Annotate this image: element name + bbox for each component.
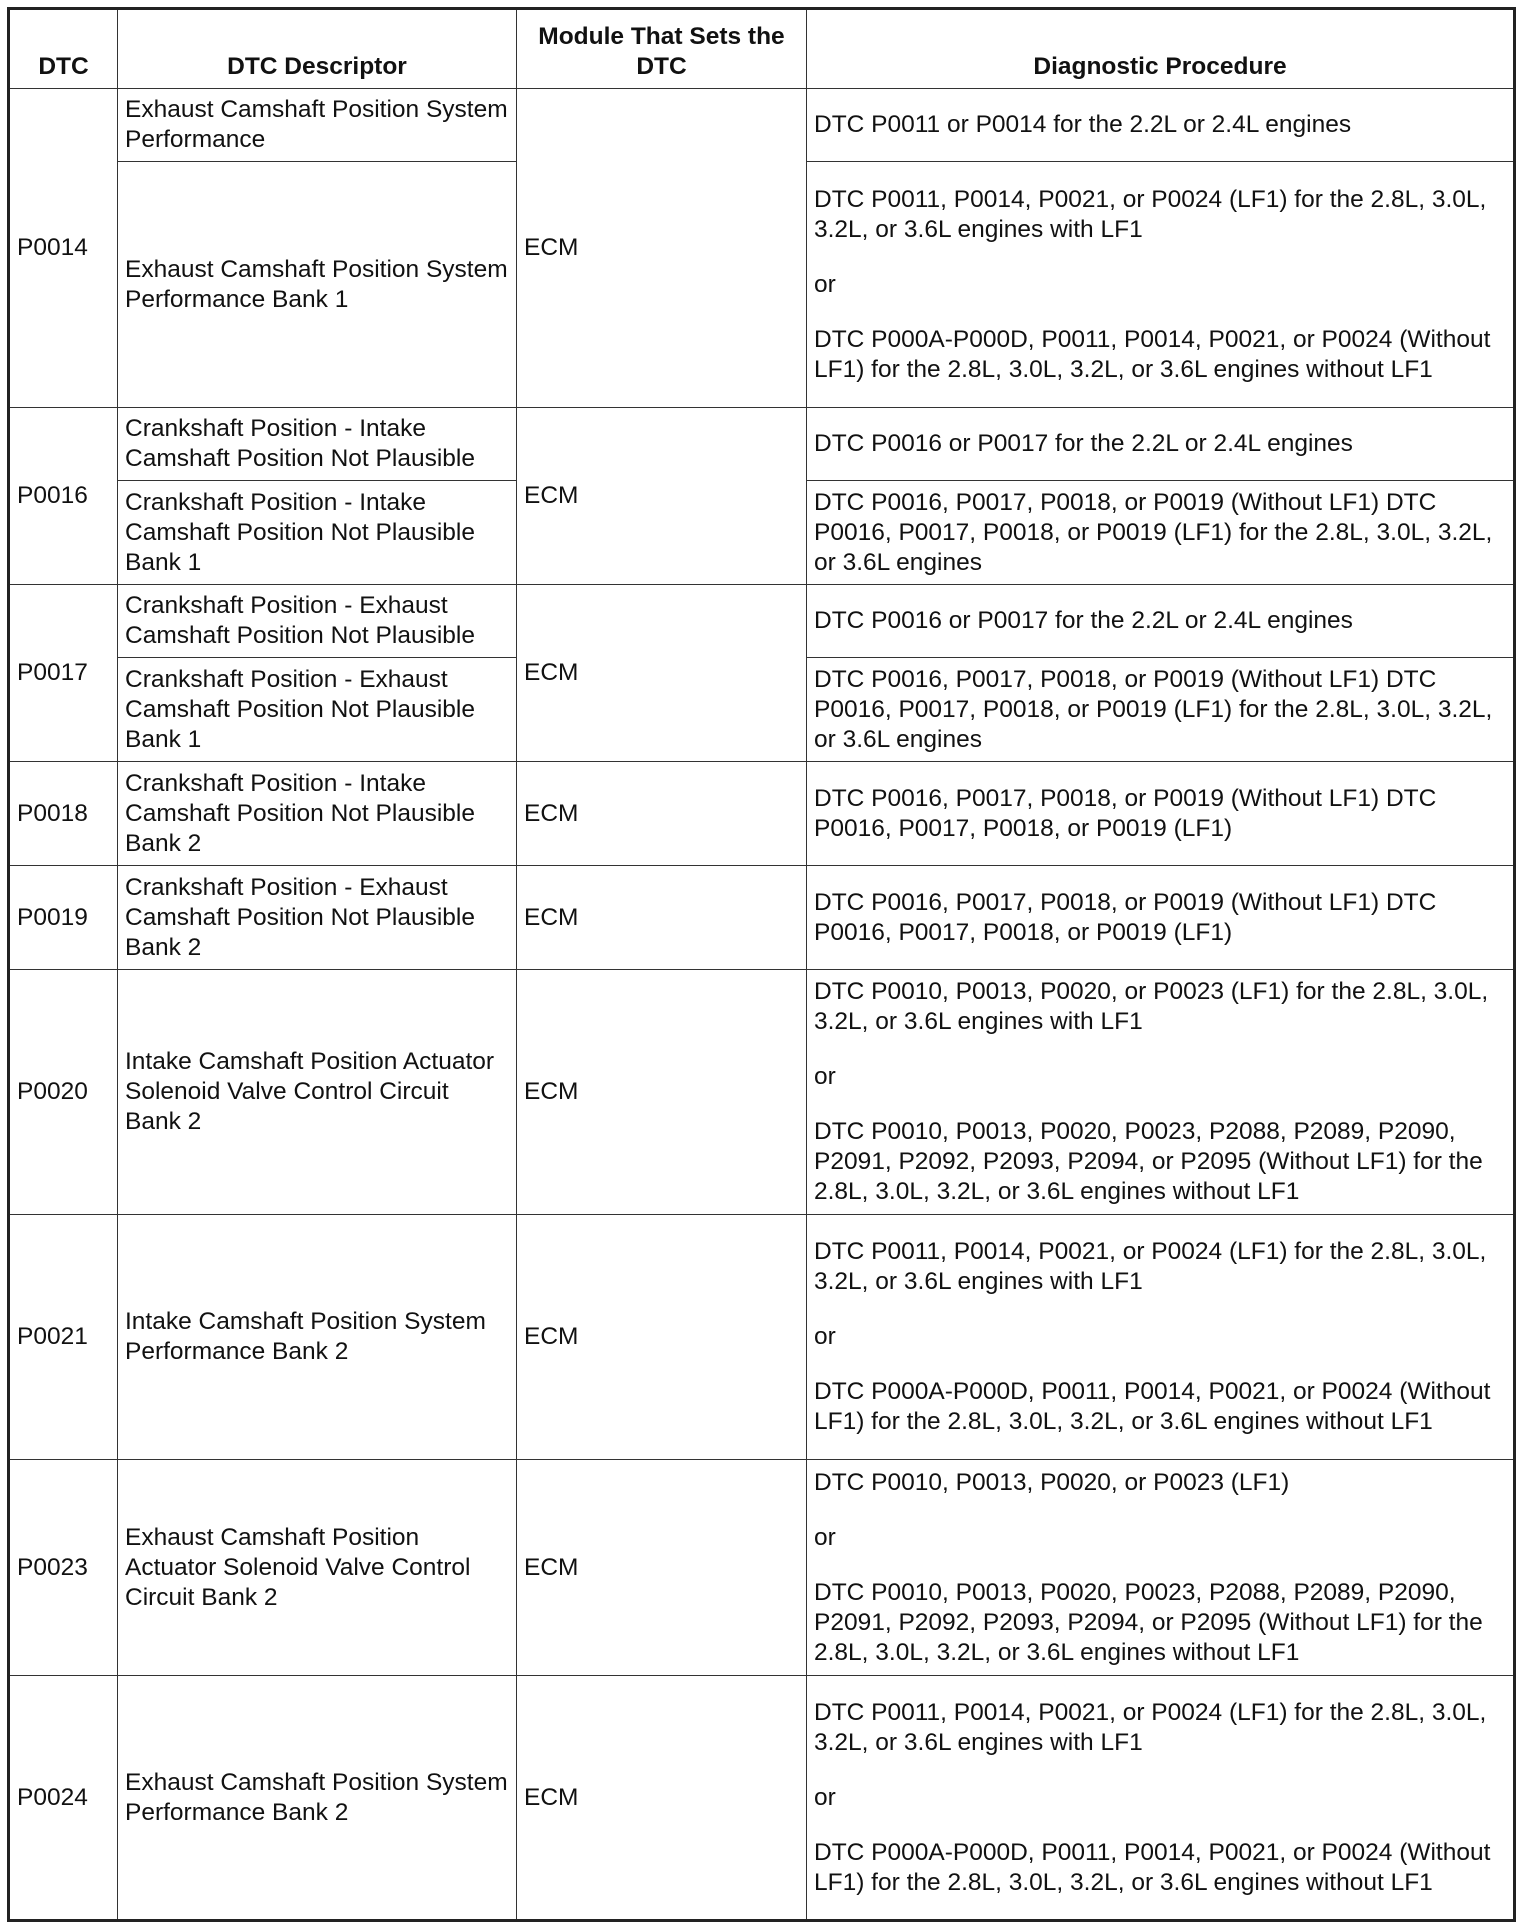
procedure-text: DTC P0010, P0013, P0020, or P0023 (LF1) (814, 1468, 1290, 1496)
dtc-table (7, 7, 1516, 1922)
table-row (9, 866, 1515, 970)
module-name: ECM (517, 1215, 807, 1460)
table-row (9, 1215, 1515, 1460)
dtc-descriptor: Intake Camshaft Position System Performance Bank 2 (118, 1215, 517, 1460)
procedure-or: or (814, 1063, 836, 1090)
procedure-text: DTC P0011, P0014, P0021, or P0024 (LF1) for the 2.8L, 3.0L, 3.2L, or 3.6L engines with LF1 (814, 1238, 1487, 1295)
table-row (9, 762, 1515, 866)
dtc-descriptor: Exhaust Camshaft Position System Performance Bank 2 (118, 1676, 517, 1921)
diagnostic-procedure (807, 1460, 1515, 1676)
dtc-code: P0023 (9, 1460, 118, 1676)
procedure-text: DTC P0016 or P0017 for the 2.2L or 2.4L engines (814, 430, 1353, 457)
header-dtc: DTC (9, 9, 118, 89)
table-row (9, 585, 1515, 658)
dtc-code: P0020 (9, 970, 118, 1215)
diagnostic-procedure (807, 162, 1515, 408)
module-name: ECM (517, 762, 807, 866)
module-name: ECM (517, 585, 807, 762)
dtc-code: P0019 (9, 866, 118, 970)
dtc-code: P0021 (9, 1215, 118, 1460)
table-body (9, 89, 1515, 1921)
procedure-text: DTC P000A-P000D, P0011, P0014, P0021, or P0024 (Without LF1) for the 2.8L, 3.0L, 3.2L, or 3.6L engines without LF1 (814, 1838, 1491, 1896)
procedure-text: DTC P0010, P0013, P0020, P0023, P2088, P2089, P2090, P2091, P2092, P2093, P2094, or P2095 (Without LF1) for the 2.8L, 3.0L, 3.2L, or 3.6L engines without LF1 (814, 1578, 1483, 1666)
dtc-code: P0014 (9, 89, 118, 408)
header-procedure: Diagnostic Procedure (807, 9, 1515, 89)
procedure-text: DTC P0016, P0017, P0018, or P0019 (Without LF1) DTC P0016, P0017, P0018, or P0019 (LF1) for the 2.8L, 3.0L, 3.2L, or 3.6L engines (814, 665, 1493, 753)
dtc-code: P0018 (9, 762, 118, 866)
procedure-or: or (814, 1783, 836, 1811)
diagnostic-procedure (807, 658, 1515, 762)
dtc-descriptor: Crankshaft Position - Intake Camshaft Position Not Plausible (118, 408, 517, 481)
module-name: ECM (517, 1460, 807, 1676)
dtc-descriptor: Crankshaft Position - Intake Camshaft Position Not Plausible Bank 2 (118, 762, 517, 866)
dtc-descriptor: Crankshaft Position - Exhaust Camshaft Position Not Plausible Bank 2 (118, 866, 517, 970)
procedure-text: DTC P000A-P000D, P0011, P0014, P0021, or P0024 (Without LF1) for the 2.8L, 3.0L, 3.2L, or 3.6L engines without LF1 (814, 325, 1491, 383)
procedure-text: DTC P0016, P0017, P0018, or P0019 (Without LF1) DTC P0016, P0017, P0018, or P0019 (LF1) (814, 888, 1437, 946)
table-row (9, 408, 1515, 481)
procedure-or: or (814, 270, 836, 298)
dtc-descriptor: Intake Camshaft Position Actuator Solenoid Valve Control Circuit Bank 2 (118, 970, 517, 1215)
diagnostic-procedure (807, 866, 1515, 970)
header-row (9, 9, 1515, 89)
dtc-code: P0024 (9, 1676, 118, 1921)
diagnostic-procedure (807, 1215, 1515, 1460)
module-name: ECM (517, 866, 807, 970)
dtc-code: P0016 (9, 408, 118, 585)
module-name: ECM (517, 89, 807, 408)
table-row (9, 970, 1515, 1215)
diagnostic-procedure (807, 762, 1515, 866)
module-name: ECM (517, 970, 807, 1215)
header-descriptor: DTC Descriptor (118, 9, 517, 89)
procedure-text: DTC P0011 or P0014 for the 2.2L or 2.4L engines (814, 111, 1352, 138)
dtc-descriptor: Crankshaft Position - Exhaust Camshaft Position Not Plausible (118, 585, 517, 658)
procedure-or: or (814, 1323, 836, 1350)
diagnostic-procedure (807, 408, 1515, 481)
table-header (9, 9, 1515, 89)
diagnostic-procedure (807, 1676, 1515, 1921)
module-name: ECM (517, 408, 807, 585)
module-name: ECM (517, 1676, 807, 1921)
dtc-code: P0017 (9, 585, 118, 762)
diagnostic-procedure (807, 970, 1515, 1215)
procedure-or: or (814, 1523, 836, 1551)
dtc-descriptor: Exhaust Camshaft Position System Performance (118, 89, 517, 162)
diagnostic-procedure (807, 481, 1515, 585)
table-row (9, 89, 1515, 162)
procedure-text: DTC P0010, P0013, P0020, P0023, P2088, P2089, P2090, P2091, P2092, P2093, P2094, or P2095 (Without LF1) for the 2.8L, 3.0L, 3.2L, or 3.6L engines without LF1 (814, 1118, 1483, 1205)
diagnostic-procedure (807, 585, 1515, 658)
procedure-text: DTC P000A-P000D, P0011, P0014, P0021, or P0024 (Without LF1) for the 2.8L, 3.0L, 3.2L, or 3.6L engines without LF1 (814, 1378, 1491, 1435)
dtc-descriptor: Crankshaft Position - Intake Camshaft Position Not Plausible Bank 1 (118, 481, 517, 585)
diagnostic-procedure (807, 89, 1515, 162)
dtc-descriptor: Exhaust Camshaft Position System Performance Bank 1 (118, 162, 517, 408)
procedure-text: DTC P0010, P0013, P0020, or P0023 (LF1) for the 2.8L, 3.0L, 3.2L, or 3.6L engines with LF1 (814, 978, 1489, 1035)
header-module: Module That Sets the DTC (517, 9, 807, 89)
table-row (9, 1460, 1515, 1676)
procedure-text: DTC P0011, P0014, P0021, or P0024 (LF1) for the 2.8L, 3.0L, 3.2L, or 3.6L engines with LF1 (814, 1698, 1487, 1756)
dtc-descriptor: Exhaust Camshaft Position Actuator Solenoid Valve Control Circuit Bank 2 (118, 1460, 517, 1676)
procedure-text: DTC P0016, P0017, P0018, or P0019 (Without LF1) DTC P0016, P0017, P0018, or P0019 (LF1) (814, 784, 1437, 842)
procedure-text: DTC P0016 or P0017 for the 2.2L or 2.4L engines (814, 607, 1353, 634)
procedure-text: DTC P0011, P0014, P0021, or P0024 (LF1) for the 2.8L, 3.0L, 3.2L, or 3.6L engines with LF1 (814, 185, 1487, 243)
procedure-text: DTC P0016, P0017, P0018, or P0019 (Without LF1) DTC P0016, P0017, P0018, or P0019 (LF1) for the 2.8L, 3.0L, 3.2L, or 3.6L engines (814, 488, 1493, 576)
table-row (9, 1676, 1515, 1921)
dtc-descriptor: Crankshaft Position - Exhaust Camshaft Position Not Plausible Bank 1 (118, 658, 517, 762)
